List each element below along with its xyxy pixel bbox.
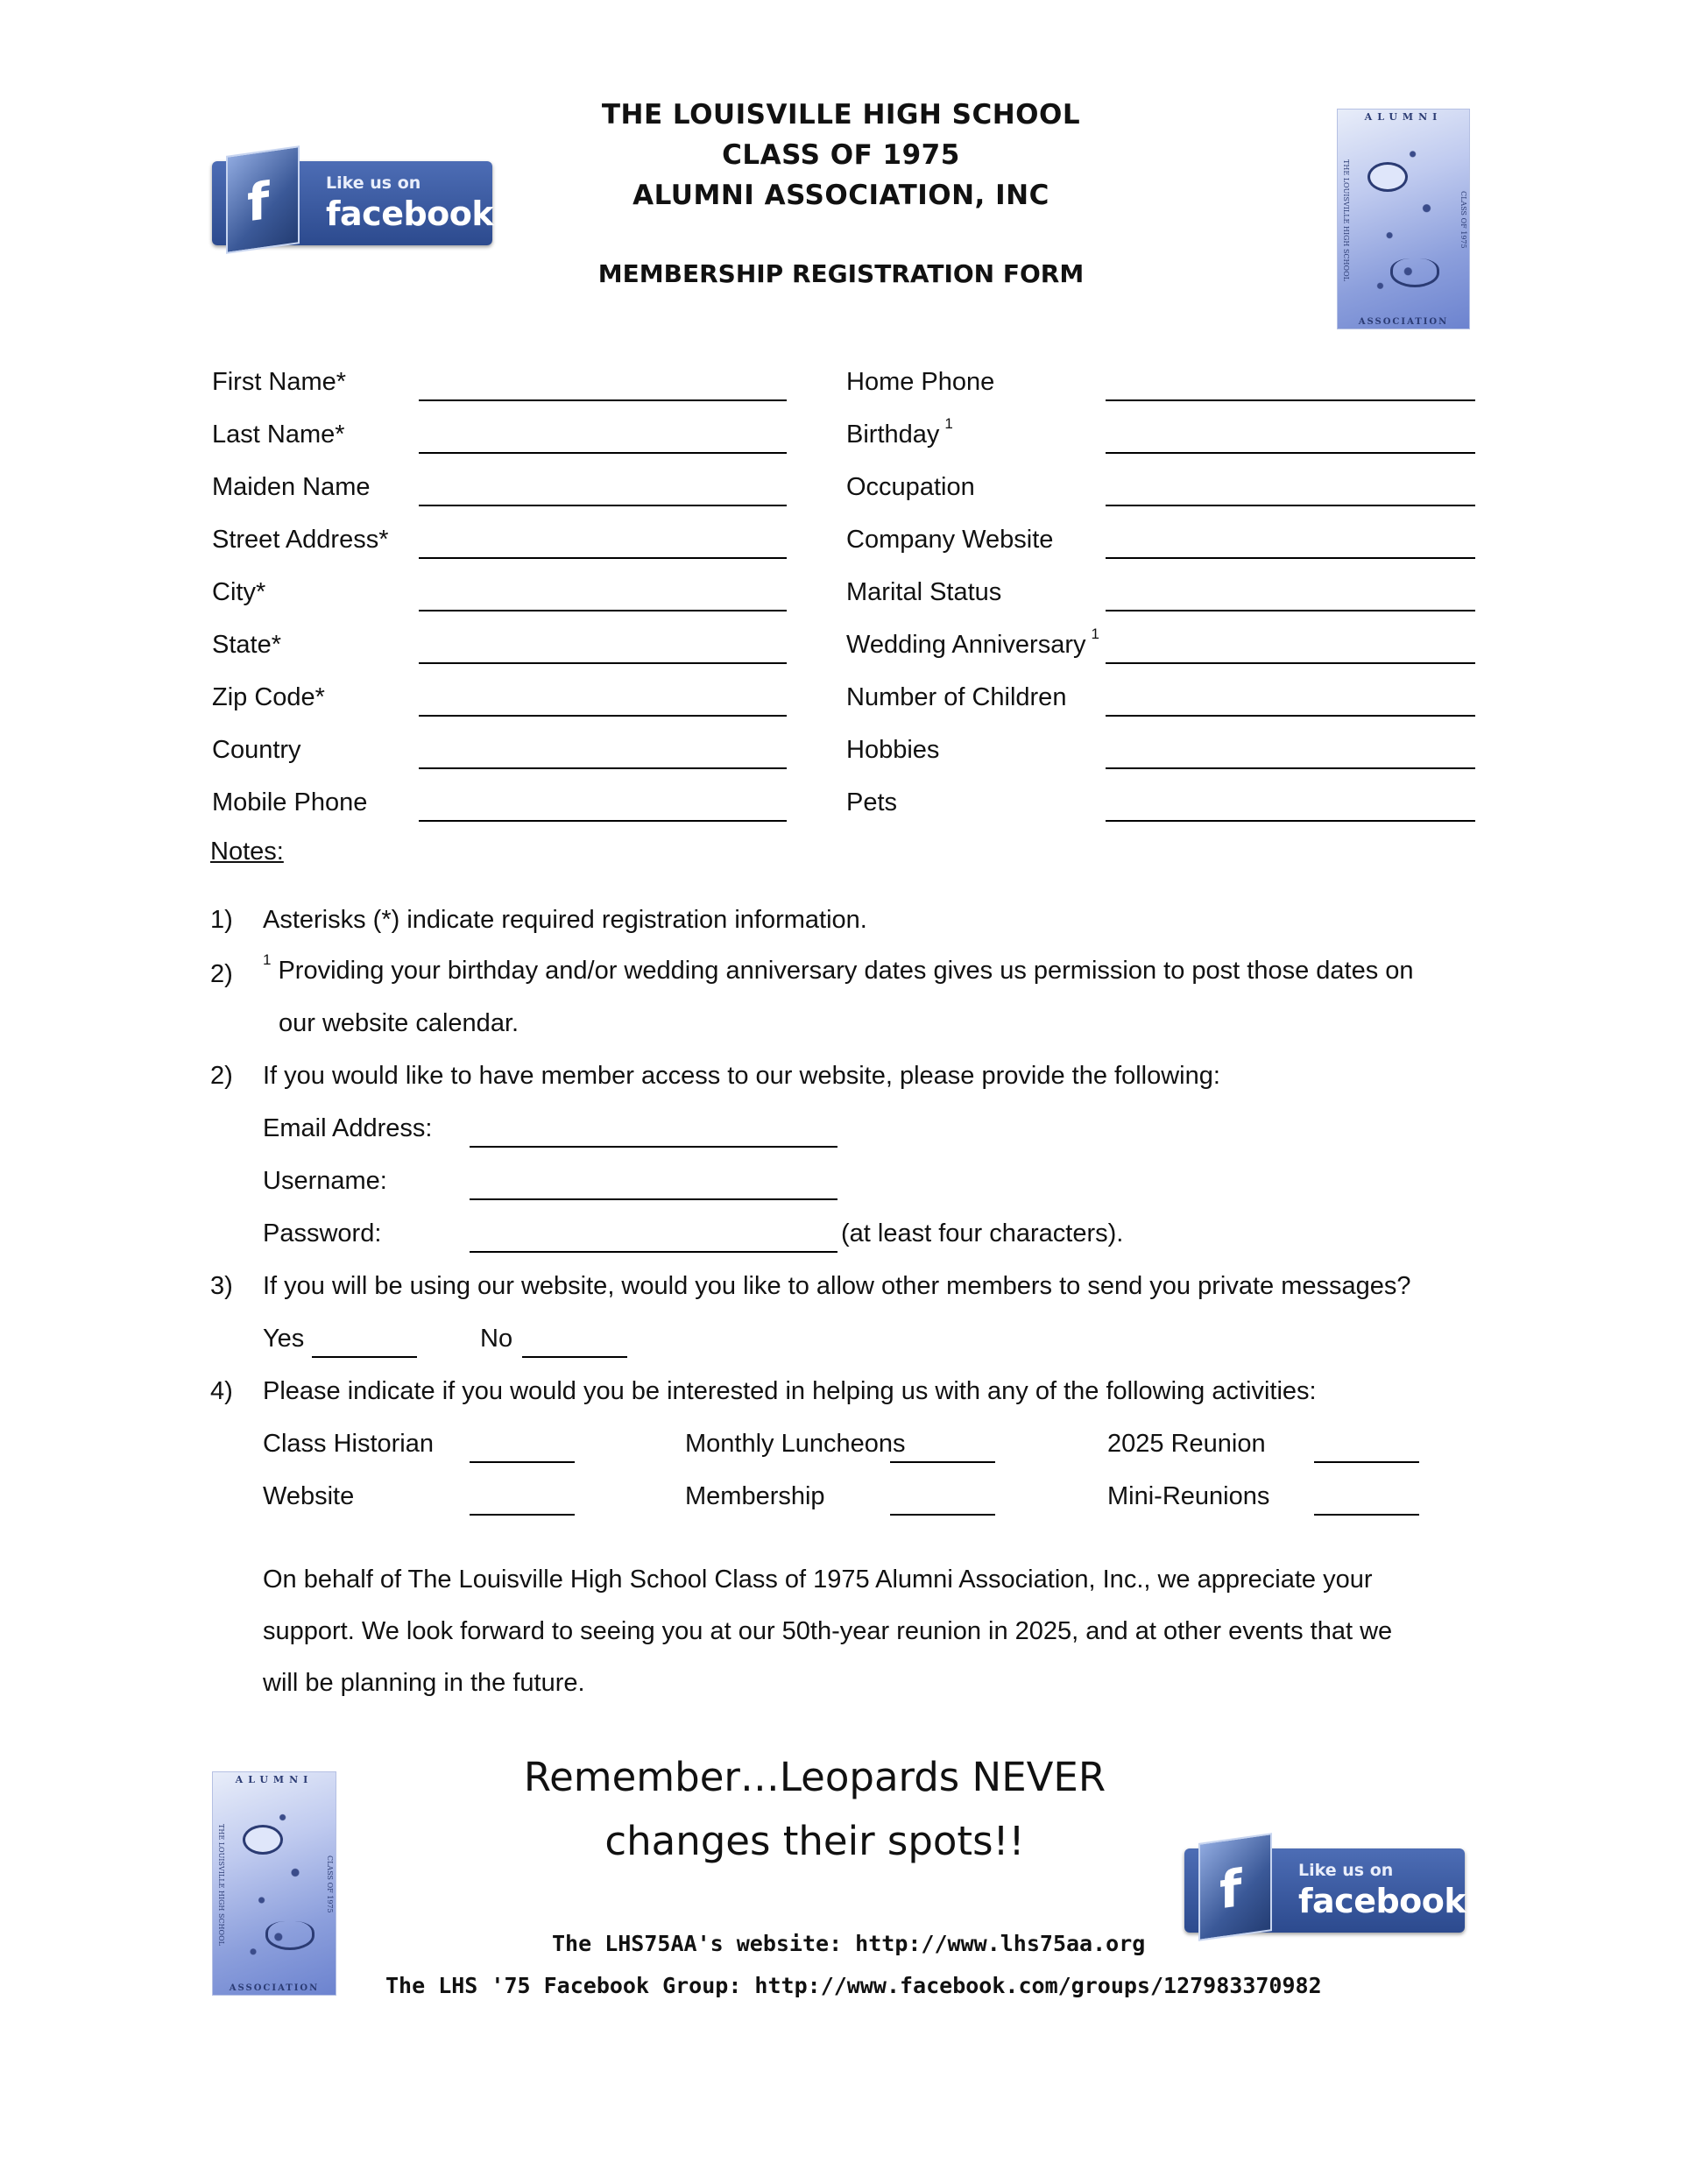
footnote-marker: 1 xyxy=(1091,626,1099,642)
activity-membership-field[interactable] xyxy=(890,1514,995,1516)
field-label: Street Address* xyxy=(212,526,389,554)
yes-label: Yes xyxy=(263,1325,305,1353)
logo-bottom-text: ASSOCIATION xyxy=(1358,317,1449,327)
note-5-number: 4) xyxy=(210,1377,233,1405)
username-label: Username: xyxy=(263,1167,387,1195)
password-hint: (at least four characters). xyxy=(841,1219,1124,1247)
no-field[interactable] xyxy=(522,1356,627,1358)
note-2-number: 2) xyxy=(210,960,233,988)
note-1-number: 1) xyxy=(210,906,233,934)
alumni-leopard-logo-bottom xyxy=(212,1771,336,1996)
field-input-line[interactable] xyxy=(419,557,787,559)
activity-monthly-luncheons-field[interactable] xyxy=(890,1461,995,1463)
activity-2025-reunion-field[interactable] xyxy=(1314,1461,1419,1463)
field-input-line[interactable] xyxy=(1106,662,1475,664)
field-input-line[interactable] xyxy=(419,715,787,717)
facebook-badge-small-text: Like us on xyxy=(1298,1861,1394,1880)
password-field[interactable] xyxy=(470,1251,837,1253)
email-field[interactable] xyxy=(470,1146,837,1148)
field-input-line[interactable] xyxy=(1106,557,1475,559)
field-input-line[interactable] xyxy=(419,820,787,822)
field-label: Birthday $^1$ xyxy=(846,415,953,449)
activity-website-label: Website xyxy=(263,1482,355,1510)
activity-class-historian-field[interactable] xyxy=(470,1461,575,1463)
leopard-eye xyxy=(243,1825,283,1855)
logo-bottom-text: ASSOCIATION xyxy=(229,1983,320,1993)
slogan-line-2: changes their spots!! xyxy=(604,1818,1025,1864)
field-label: Mobile Phone xyxy=(212,788,368,816)
activity-website-field[interactable] xyxy=(470,1514,575,1516)
field-label: Country xyxy=(212,736,301,764)
note-2-text: $^1$ Providing your birthday and/or wedding anniversary dates gives us permission to post those dates on xyxy=(263,951,1414,985)
activity-membership-label: Membership xyxy=(685,1482,825,1510)
field-label: Pets xyxy=(846,788,898,816)
field-label: Occupation xyxy=(846,473,975,501)
closing-line-3: will be planning in the future. xyxy=(263,1669,585,1697)
facebook-badge-big-text: facebook xyxy=(1298,1882,1466,1920)
note-2-text-continued: our website calendar. xyxy=(279,1009,519,1037)
field-input-line[interactable] xyxy=(1106,452,1475,454)
footer-facebook-group: The LHS '75 Facebook Group: http://www.facebook.com/groups/127983370982 xyxy=(385,1973,1322,1998)
field-label: Company Website xyxy=(846,526,1054,554)
leopard-eye xyxy=(1368,162,1408,192)
field-input-line[interactable] xyxy=(1106,820,1475,822)
leopard-nose xyxy=(1390,258,1439,287)
field-label: State* xyxy=(212,631,281,659)
field-input-line[interactable] xyxy=(419,662,787,664)
activity-monthly-luncheons-label: Monthly Luncheons xyxy=(685,1430,906,1458)
footnote-marker: 1 xyxy=(944,415,953,432)
field-label: First Name* xyxy=(212,368,347,396)
field-label: Wedding Anniversary $^1$ xyxy=(846,626,1099,659)
field-input-line[interactable] xyxy=(1106,610,1475,611)
header-line-1: THE LOUISVILLE HIGH SCHOOL xyxy=(601,99,1081,131)
notes-heading: Notes: xyxy=(210,838,284,866)
logo-left-text: THE LOUISVILLE HIGH SCHOOL xyxy=(1342,159,1350,281)
note-1-text: Asterisks (*) indicate required registration information. xyxy=(263,906,867,934)
note-3-number: 2) xyxy=(210,1062,233,1090)
field-input-line[interactable] xyxy=(1106,715,1475,717)
field-label: Zip Code* xyxy=(212,683,325,711)
email-label: Email Address: xyxy=(263,1114,433,1142)
logo-top-text: ALUMNI xyxy=(1364,111,1443,123)
closing-line-1: On behalf of The Louisville High School Class of 1975 Alumni Association, Inc., we appreciate your xyxy=(263,1566,1373,1594)
slogan xyxy=(456,1745,1174,1873)
header-line-2: CLASS OF 1975 xyxy=(722,139,960,171)
field-input-line[interactable] xyxy=(419,505,787,506)
field-input-line[interactable] xyxy=(419,767,787,769)
slogan-line-1: Remember…Leopards NEVER xyxy=(523,1754,1106,1800)
facebook-like-badge[interactable] xyxy=(212,161,492,245)
note-4-number: 3) xyxy=(210,1272,233,1300)
field-input-line[interactable] xyxy=(1106,767,1475,769)
alumni-leopard-logo xyxy=(1337,109,1470,329)
field-input-line[interactable] xyxy=(419,452,787,454)
header-line-3: ALUMNI ASSOCIATION, INC xyxy=(633,180,1049,211)
field-input-line[interactable] xyxy=(419,610,787,611)
closing-line-2: support. We look forward to seeing you at our 50th-year reunion in 2025, and at other events that we xyxy=(263,1617,1393,1645)
field-input-line[interactable] xyxy=(1106,505,1475,506)
activity-2025-reunion-label: 2025 Reunion xyxy=(1107,1430,1266,1458)
field-label: Number of Children xyxy=(846,683,1067,711)
facebook-badge-small-text: Like us on xyxy=(326,173,421,193)
facebook-f-icon: f xyxy=(1198,1833,1272,1941)
facebook-f-icon: f xyxy=(226,145,300,254)
field-label: Home Phone xyxy=(846,368,995,396)
field-label: City* xyxy=(212,578,266,606)
yes-field[interactable] xyxy=(312,1356,417,1358)
field-label: Last Name* xyxy=(212,421,345,449)
logo-top-text: ALUMNI xyxy=(235,1774,314,1785)
closing-paragraph xyxy=(263,1554,1445,1709)
footer-website: The LHS75AA's website: http://www.lhs75aa.org xyxy=(552,1931,1146,1956)
leopard-nose xyxy=(265,1921,314,1950)
field-label: Maiden Name xyxy=(212,473,371,501)
logo-right-text: CLASS OF 1975 xyxy=(326,1855,334,1913)
form-title: MEMBERSHIP REGISTRATION FORM xyxy=(597,259,1085,288)
facebook-badge-big-text: facebook xyxy=(326,194,494,233)
logo-left-text: THE LOUISVILLE HIGH SCHOOL xyxy=(217,1823,225,1946)
note-3-text: If you would like to have member access to our website, please provide the following: xyxy=(263,1062,1220,1090)
facebook-like-badge-bottom[interactable] xyxy=(1184,1848,1465,1933)
field-label: Hobbies xyxy=(846,736,940,764)
logo-right-text: CLASS OF 1975 xyxy=(1459,191,1467,249)
password-label: Password: xyxy=(263,1219,382,1247)
activity-mini-reunions-label: Mini-Reunions xyxy=(1107,1482,1270,1510)
no-label: No xyxy=(480,1325,513,1353)
activity-class-historian-label: Class Historian xyxy=(263,1430,434,1458)
activity-mini-reunions-field[interactable] xyxy=(1314,1514,1419,1516)
username-field[interactable] xyxy=(470,1198,837,1200)
field-label: Marital Status xyxy=(846,578,1002,606)
field-input-line[interactable] xyxy=(1106,399,1475,401)
note-5-text: Please indicate if you would you be interested in helping us with any of the following activities: xyxy=(263,1377,1317,1405)
note-4-text: If you will be using our website, would you like to allow other members to send you private messages? xyxy=(263,1272,1411,1300)
field-input-line[interactable] xyxy=(419,399,787,401)
